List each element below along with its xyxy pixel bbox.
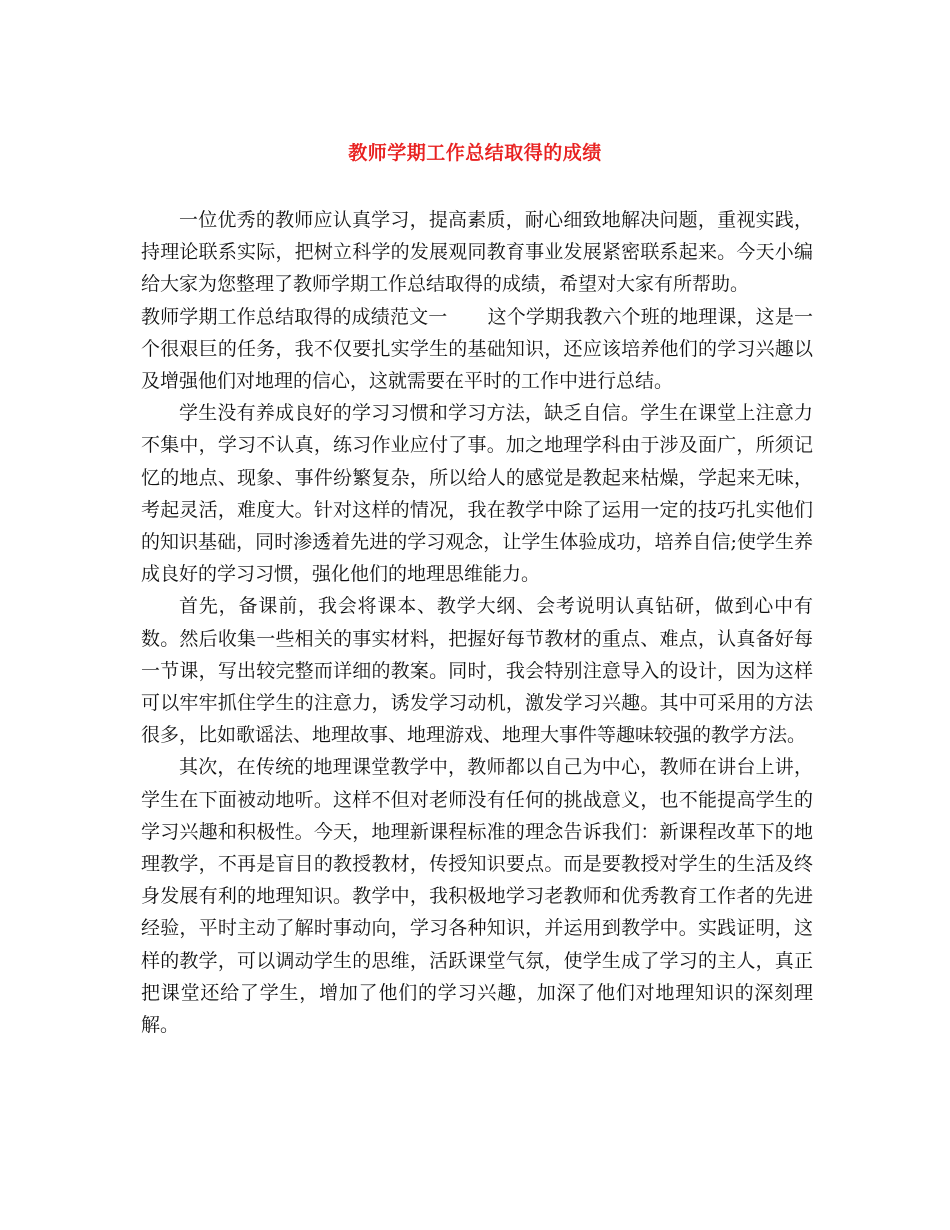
body-paragraph-2: 首先，备课前，我会将课本、教学大纲、会考说明认真钻研，做到心中有数。然后收集一些相关的事实材料，把握好每节教材的重点、难点，认真备好每一节课，写出较完整而详细的教案。同时，我会特别注意导入的设计，因为这样可以牢牢抓住学生的注意力，诱发学习动机，激发学习兴趣。其中可采用的方法很多，比如歌谣法、地理故事、地理游戏、地理大事件等趣味较强的教学方法。: [141, 595, 813, 747]
document-title: 教师学期工作总结取得的成绩: [348, 142, 602, 164]
intro-paragraph: 一位优秀的教师应认真学习，提高素质，耐心细致地解决问题，重视实践，持理论联系实际，把树立科学的发展观同教育事业发展紧密联系起来。今天小编给大家为您整理了教师学期工作总结取得的成绩，希望对大家有所帮助。: [141, 209, 813, 296]
body-paragraph-1: 学生没有养成良好的学习习惯和学习方法，缺乏自信。学生在课堂上注意力不集中，学习不认真，练习作业应付了事。加之地理学科由于涉及面广，所须记忆的地点、现象、事件纷繁复杂，所以给人的感觉是教起来枯燥，学起来无味，考起灵活，难度大。针对这样的情况，我在教学中除了运用一定的技巧扎实他们的知识基础，同时渗透着先进的学习观念，让学生体验成功，培养自信;使学生养成良好的学习习惯，强化他们的地理思维能力。: [141, 402, 813, 586]
section-heading: 教师学期工作总结取得的成绩范文一: [141, 305, 448, 328]
body-paragraph-3: 其次，在传统的地理课堂教学中，教师都以自己为中心，教师在讲台上讲，学生在下面被动地听。这样不但对老师没有任何的挑战意义，也不能提高学生的学习兴趣和积极性。今天，地理新课程标准的理念告诉我们：新课程改革下的地理教学，不再是盲目的教授教材，传授知识要点。而是要教授对学生的生活及终身发展有利的地理知识。教学中，我积极地学习老教师和优秀教育工作者的先进经验，平时主动了解时事动向，学习各种知识，并运用到教学中。实践证明，这样的教学，可以调动学生的思维，活跃课堂气氛，使学生成了学习的主人，真正把课堂还给了学生，增加了他们的学习兴趣，加深了他们对地理知识的深刻理解。: [141, 756, 813, 1037]
section-intro: 这个学期我教六个班的地理课，这是一个很艰巨的任务，我不仅要扎实学生的基础知识，还应该培养他们的学习兴趣以及增强他们对地理的信心，这就需要在平时的工作中进行总结。: [141, 305, 813, 393]
section-paragraph: [141, 301, 813, 398]
document-body: [141, 204, 813, 1041]
